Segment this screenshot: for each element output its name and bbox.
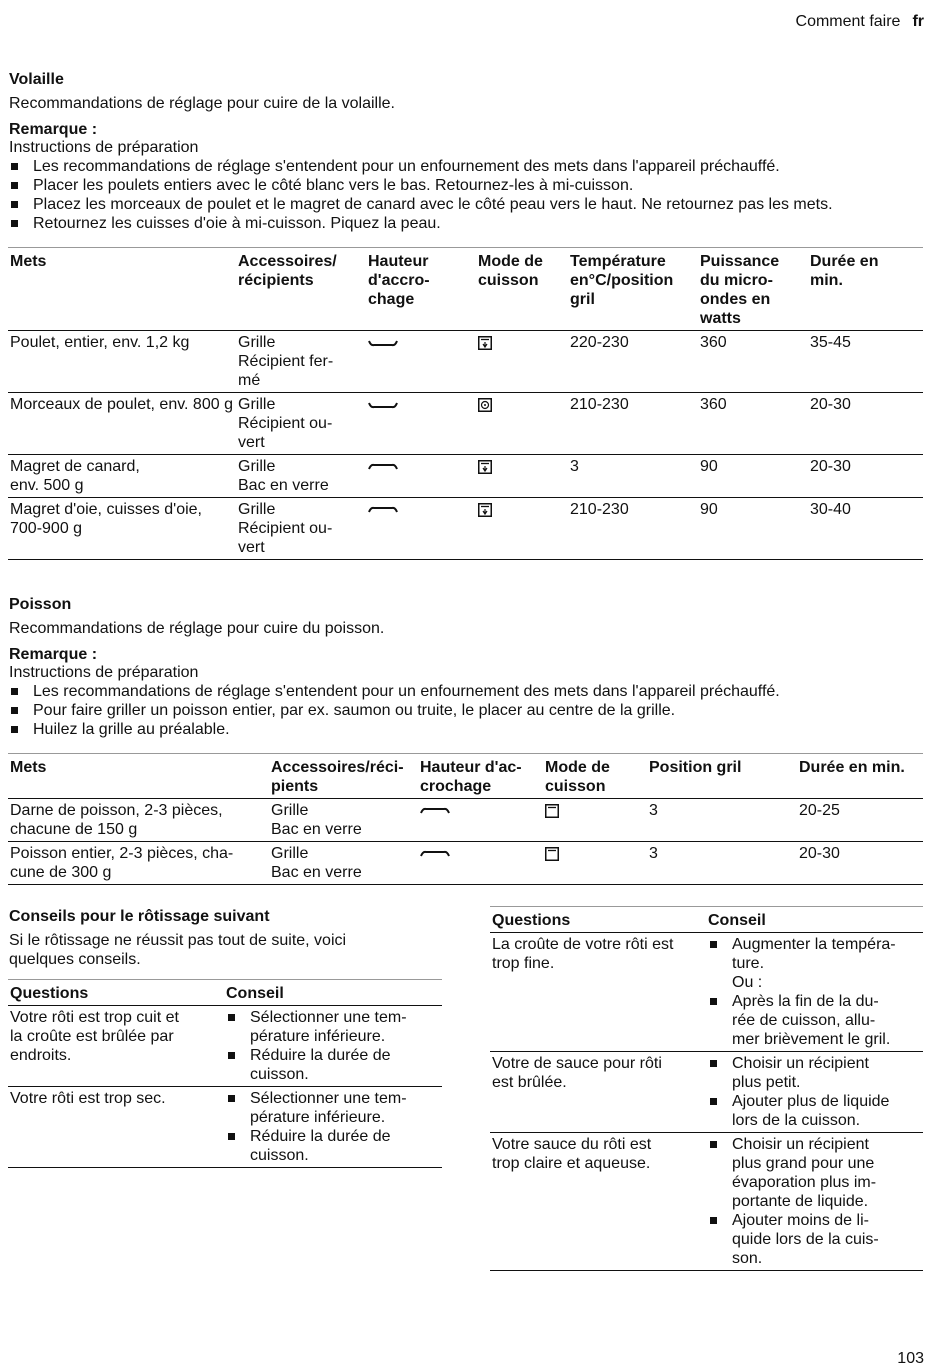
- cell-mets: Magret de canard, env. 500 g: [8, 455, 236, 498]
- col-header: Hauteur d'accro- chage: [366, 248, 476, 331]
- list-item: Huilez la grille au préalable.: [9, 720, 929, 739]
- col-header: Température en°C/position gril: [568, 248, 698, 331]
- volaille-remark-sub: Instructions de préparation: [9, 139, 199, 156]
- table-row: [8, 1006, 442, 1087]
- cell-question: La croûte de votre rôti est trop fine.: [490, 933, 706, 1052]
- shelf-low-icon: [366, 393, 476, 455]
- table-row: [8, 498, 923, 560]
- volaille-intro: Recommandations de réglage pour cuire de la volaille.: [9, 95, 395, 112]
- cell-temp: 210-230: [568, 498, 698, 560]
- header-lang: fr: [912, 13, 924, 30]
- table-row: [490, 1052, 923, 1133]
- col-header: Questions: [8, 980, 224, 1006]
- cell-question: Votre de sauce pour rôti est brûlée.: [490, 1052, 706, 1133]
- list-item: Placez les morceaux de poulet et le magret de canard avec le côté peau vers le haut. Ne retournez pas les mets.: [9, 195, 929, 214]
- poisson-intro: Recommandations de réglage pour cuire du poisson.: [9, 620, 385, 637]
- list-item: Sélectionner une tem- pérature inférieure.: [226, 1089, 440, 1127]
- cell-mets: Poisson entier, 2-3 pièces, cha- cune de 300 g: [8, 842, 269, 885]
- conseils-title: Conseils pour le rôtissage suivant: [9, 908, 270, 925]
- cell-mets: Poulet, entier, env. 1,2 kg: [8, 331, 236, 393]
- cell-acc: Grille Récipient fer- mé: [236, 331, 366, 393]
- col-header: Durée en min.: [808, 248, 923, 331]
- col-header: Mode de cuisson: [543, 754, 647, 799]
- cell-question: Votre rôti est trop cuit et la croûte est brûlée par endroits.: [8, 1006, 224, 1087]
- cell-duree: 35-45: [808, 331, 923, 393]
- page-number: 103: [897, 1350, 924, 1367]
- cell-conseil: [706, 1052, 923, 1133]
- cell-temp: 210-230: [568, 393, 698, 455]
- col-header: Questions: [490, 907, 706, 933]
- table-row: [8, 331, 923, 393]
- tip-list: [226, 1008, 440, 1084]
- list-item: Après la fin de la du- rée de cuisson, allu- mer brièvement le gril.: [708, 992, 921, 1049]
- cell-mets: Magret d'oie, cuisses d'oie, 700-900 g: [8, 498, 236, 560]
- cell-temp: 220-230: [568, 331, 698, 393]
- col-header: Puissance du micro- ondes en watts: [698, 248, 808, 331]
- col-header: Conseil: [706, 907, 923, 933]
- poisson-remark-label: Remarque :: [9, 646, 98, 663]
- col-header: Mets: [8, 248, 236, 331]
- list-item: Ajouter plus de liquide lors de la cuisson.: [708, 1092, 921, 1130]
- grill-icon: [543, 842, 647, 885]
- table-header-row: [8, 754, 923, 799]
- list-item: Placer les poulets entiers avec le côté blanc vers le bas. Retournez-les à mi-cuisson.: [9, 176, 929, 195]
- table-row: [8, 842, 923, 885]
- cell-acc: Grille Bac en verre: [269, 799, 418, 842]
- shelf-high-icon: [366, 498, 476, 560]
- cell-power: 90: [698, 498, 808, 560]
- list-item: Ajouter moins de li- quide lors de la cuis- son.: [708, 1211, 921, 1268]
- volaille-table: [8, 247, 923, 560]
- cell-question: Votre sauce du rôti est trop claire et aqueuse.: [490, 1133, 706, 1271]
- cell-acc: Grille Récipient ou- vert: [236, 393, 366, 455]
- list-item: Les recommandations de réglage s'entendent pour un enfournement des mets dans l'appareil préchauffé.: [9, 157, 929, 176]
- cell-conseil: [224, 1087, 442, 1168]
- cell-duree: 20-30: [808, 393, 923, 455]
- cell-conseil: [224, 1006, 442, 1087]
- cell-duree: 30-40: [808, 498, 923, 560]
- list-item: Sélectionner une tem- pérature inférieure.: [226, 1008, 440, 1046]
- cell-acc: Grille Bac en verre: [269, 842, 418, 885]
- grill-fan-icon: [476, 331, 568, 393]
- conseils-intro: Si le rôtissage ne réussit pas tout de suite, voici quelques conseils.: [9, 932, 347, 968]
- poisson-bullets: [9, 682, 929, 739]
- cell-question: Votre rôti est trop sec.: [8, 1087, 224, 1168]
- col-header: Accessoires/ récipients: [236, 248, 366, 331]
- list-item: Augmenter la tempéra- ture.: [708, 935, 921, 973]
- col-header: Position gril: [647, 754, 797, 799]
- list-item: Réduire la durée de cuisson.: [226, 1127, 440, 1165]
- cell-acc: Grille Récipient ou- vert: [236, 498, 366, 560]
- shelf-high-icon: [418, 842, 543, 885]
- poisson-title: Poisson: [9, 596, 72, 613]
- col-header: Hauteur d'ac- crochage: [418, 754, 543, 799]
- col-header: Conseil: [224, 980, 442, 1006]
- hot-air-icon: [476, 393, 568, 455]
- table-header-row: [8, 980, 442, 1006]
- tip-list: [708, 1054, 921, 1130]
- page-header: [796, 12, 924, 31]
- table-row: [8, 455, 923, 498]
- tip-list: [708, 992, 921, 1049]
- cell-pos: 3: [647, 842, 797, 885]
- cell-pos: 3: [647, 799, 797, 842]
- grill-fan-icon: [476, 455, 568, 498]
- list-item: Réduire la durée de cuisson.: [226, 1046, 440, 1084]
- list-item: Choisir un récipient plus grand pour une évaporation plus im- portante de liquide.: [708, 1135, 921, 1211]
- volaille-bullets: [9, 157, 929, 233]
- grill-fan-icon: [476, 498, 568, 560]
- shelf-high-icon: [418, 799, 543, 842]
- cell-conseil: [706, 933, 923, 1052]
- table-row: [8, 1087, 442, 1168]
- list-item: Les recommandations de réglage s'entendent pour un enfournement des mets dans l'appareil préchauffé.: [9, 682, 929, 701]
- shelf-high-icon: [366, 455, 476, 498]
- col-header: Accessoires/réci- pients: [269, 754, 418, 799]
- or-label: Ou :: [732, 974, 763, 991]
- volaille-title: Volaille: [9, 71, 64, 88]
- shelf-low-icon: [366, 331, 476, 393]
- col-header: Durée en min.: [797, 754, 923, 799]
- cell-duree: 20-30: [797, 842, 923, 885]
- cell-acc: Grille Bac en verre: [236, 455, 366, 498]
- table-row: [8, 393, 923, 455]
- cell-mets: Morceaux de poulet, env. 800 g: [8, 393, 236, 455]
- tip-list: [708, 935, 921, 973]
- poisson-remark-sub: Instructions de préparation: [9, 664, 199, 681]
- list-item: Retournez les cuisses d'oie à mi-cuisson. Piquez la peau.: [9, 214, 929, 233]
- list-item: Pour faire griller un poisson entier, par ex. saumon ou truite, le placer au centre de la grille.: [9, 701, 929, 720]
- col-header: Mets: [8, 754, 269, 799]
- table-row: [490, 1133, 923, 1271]
- table-row: [490, 933, 923, 1052]
- cell-power: 360: [698, 393, 808, 455]
- table-header-row: [490, 907, 923, 933]
- list-item: Choisir un récipient plus petit.: [708, 1054, 921, 1092]
- cell-conseil: [706, 1133, 923, 1271]
- grill-icon: [543, 799, 647, 842]
- conseils-left-table: [8, 979, 442, 1168]
- tip-list: [708, 1135, 921, 1268]
- col-header: Mode de cuisson: [476, 248, 568, 331]
- table-row: [8, 799, 923, 842]
- cell-mets: Darne de poisson, 2-3 pièces, chacune de 150 g: [8, 799, 269, 842]
- conseils-right-table: [490, 906, 923, 1271]
- table-header-row: [8, 248, 923, 331]
- cell-duree: 20-30: [808, 455, 923, 498]
- volaille-remark-label: Remarque :: [9, 121, 98, 138]
- tip-list: [226, 1089, 440, 1165]
- cell-power: 360: [698, 331, 808, 393]
- cell-duree: 20-25: [797, 799, 923, 842]
- header-section: Comment faire: [795, 13, 901, 30]
- cell-temp: 3: [568, 455, 698, 498]
- poisson-table: [8, 753, 923, 885]
- cell-power: 90: [698, 455, 808, 498]
